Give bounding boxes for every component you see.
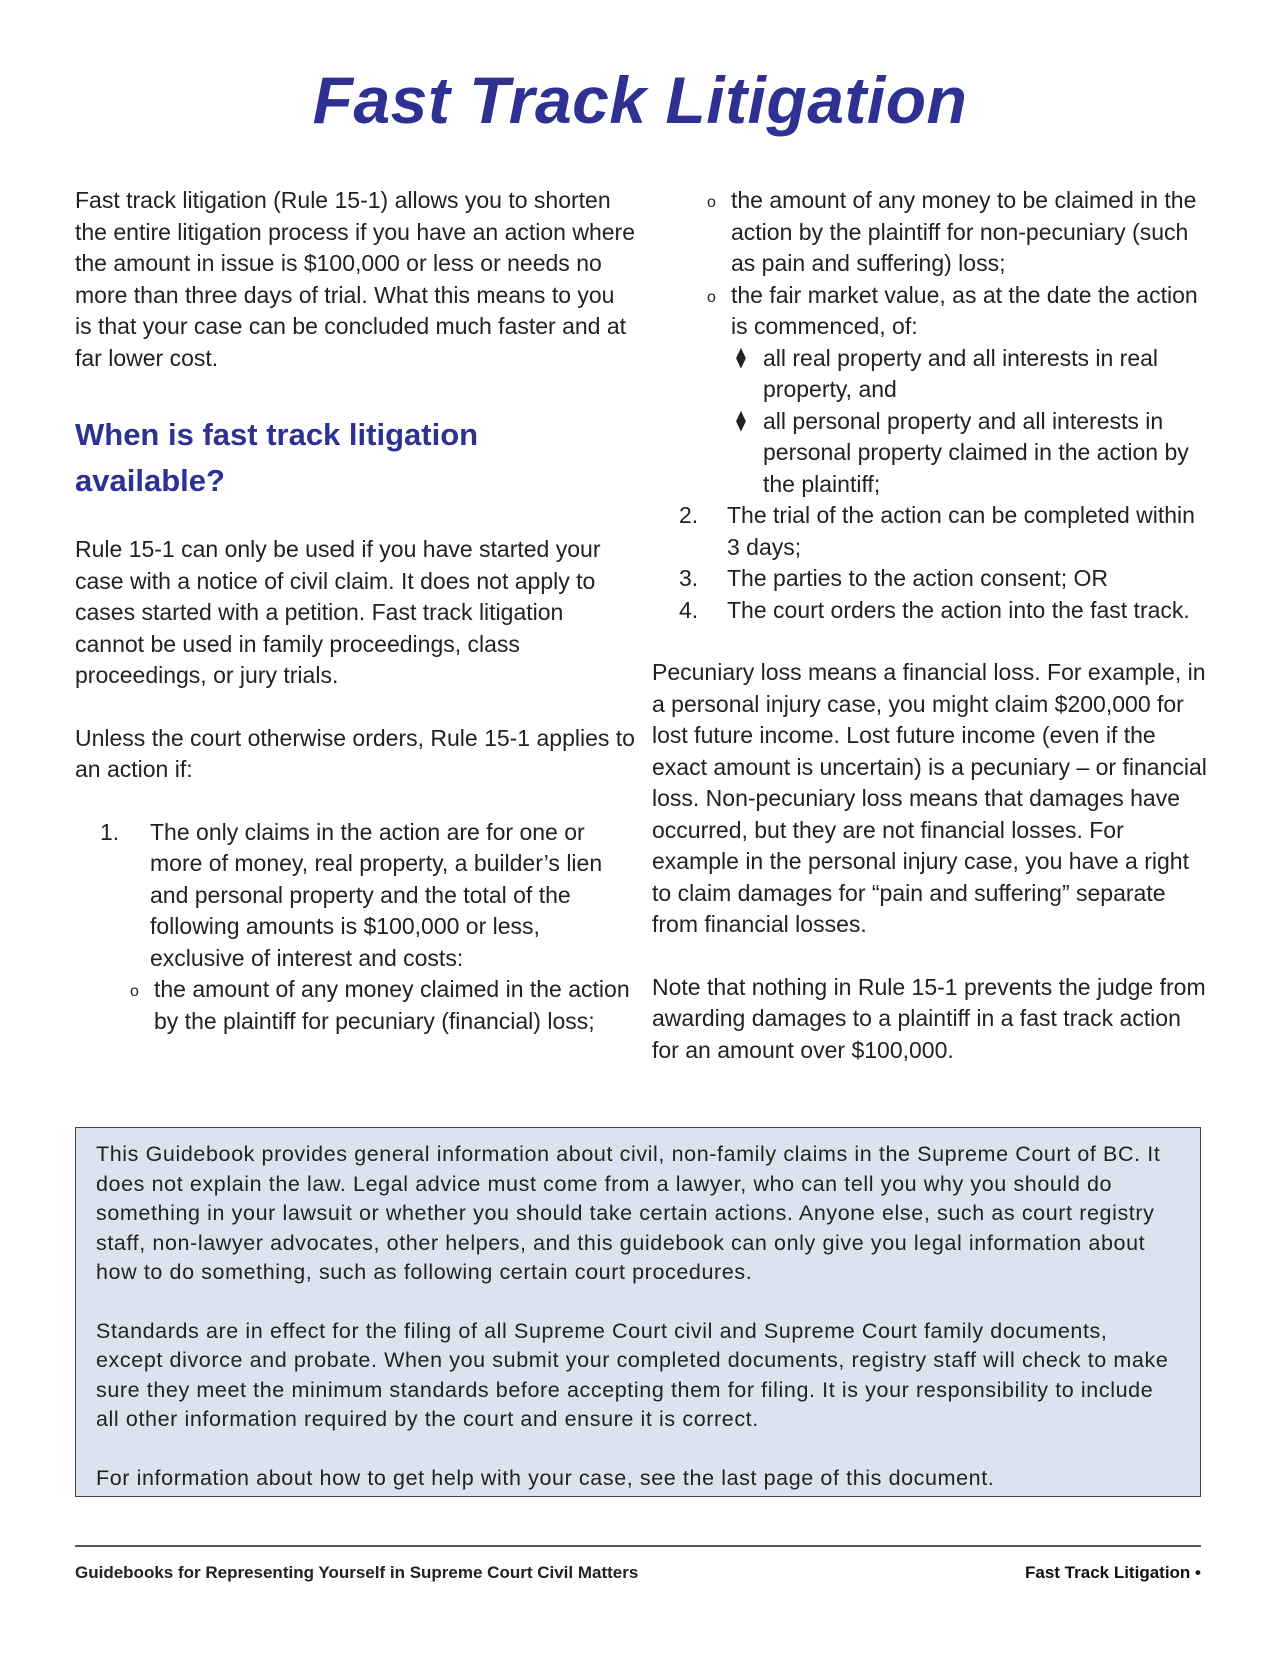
disclaimer-paragraph-1: This Guidebook provides general information about civil, non-family claims in the Supreme Court of BC. It does not explain the law. Legal advice must come from a lawyer, who can tell you why you should do something in your lawsuit or whether you should take certain actions. Anyone else, such as court registry staff, non-lawyer advocates, other helpers, and this guidebook can only give you legal information about how to do something, such as following certain court procedures. bbox=[96, 1142, 1161, 1284]
left-column bbox=[75, 185, 635, 1037]
note-paragraph: Note that nothing in Rule 15-1 prevents the judge from awarding damages to a plaintiff in a fast track action for an amount over $100,000. bbox=[652, 973, 1206, 1063]
eligibility-paragraph: Rule 15-1 can only be used if you have started your case with a notice of civil claim. It does not apply to cases started with a petition. Fast track litigation cannot be used in family proceedings, class proceedings, or jury trials. bbox=[75, 536, 601, 688]
diamond-item-real-property bbox=[652, 343, 1212, 406]
list-number: 2. bbox=[679, 502, 699, 528]
list-item-1 bbox=[75, 817, 635, 975]
page-title: Fast Track Litigation bbox=[312, 63, 968, 137]
list-number: 1. bbox=[100, 818, 120, 845]
list-item-text: The parties to the action consent; OR bbox=[727, 565, 1108, 591]
footer-section-title: Fast Track Litigation • bbox=[1025, 1563, 1201, 1582]
right-column bbox=[652, 185, 1212, 1066]
pecuniary-loss-paragraph: Pecuniary loss means a financial loss. For example, in a personal injury case, you might claim $200,000 for lost future income. Lost future income (even if the exact amount is uncertain) is a pecuniary – or financial loss. Non-pecuniary loss means that damages have occurred, but they are not financial losses. For example in the personal injury case, you have a right to claim damages for “pain and suffering” separate from financial losses. bbox=[652, 659, 1207, 937]
list-item-text: The court orders the action into the fast track. bbox=[727, 596, 1190, 623]
circle-bullet-icon: o bbox=[130, 983, 139, 1000]
circle-bullet-icon: o bbox=[707, 194, 716, 211]
applies-paragraph: Unless the court otherwise orders, Rule 15-1 applies to an action if: bbox=[75, 724, 635, 782]
list-item-text: The trial of the action can be completed within 3 days; bbox=[727, 502, 1195, 560]
intro-paragraph: Fast track litigation (Rule 15-1) allows you to shorten the entire litigation process if you have an action where the amount in issue is $100,000 or less or needs no more than three days of trial. What this means to you is that your case can be concluded much faster and at far lower cost. bbox=[75, 187, 635, 371]
diamond-item-text: all personal property and all interests in personal property claimed in the action by the plaintiff; bbox=[763, 407, 1189, 497]
disclaimer-box bbox=[75, 1127, 1201, 1497]
list-number: 3. bbox=[679, 565, 699, 591]
diamond-item-personal-property bbox=[652, 406, 1212, 501]
list-item-3 bbox=[652, 563, 1212, 595]
diamond-bullet-icon: ⧫ bbox=[736, 409, 746, 432]
circle-bullet-icon: o bbox=[707, 288, 716, 306]
disclaimer-paragraph-2: Standards are in effect for the filing of all Supreme Court civil and Supreme Court family documents, except divorce and probate. When you submit your completed documents, registry staff will check to make sure they meet the minimum standards before accepting them for filing. It is your responsibility to include all other information required by the court and ensure it is correct. bbox=[96, 1318, 1169, 1431]
sub-item-text: the amount of any money claimed in the action by the plaintiff for pecuniary (financial) loss; bbox=[154, 976, 630, 1034]
list-item-2 bbox=[652, 500, 1212, 563]
footer-divider bbox=[75, 1545, 1201, 1547]
section-heading: When is fast track litigation available? bbox=[75, 417, 479, 498]
diamond-item-text: all real property and all interests in real property, and bbox=[763, 344, 1159, 402]
list-item-4 bbox=[652, 595, 1212, 627]
list-item-text: The only claims in the action are for one or more of money, real property, a builder’s lien and personal property and the total of the following amounts is $100,000 or less, exclusive of interest and costs: bbox=[150, 818, 603, 971]
sub-item-text: the fair market value, as at the date the action is commenced, of: bbox=[731, 281, 1198, 339]
footer-guidebook-title: Guidebooks for Representing Yourself in Supreme Court Civil Matters bbox=[75, 1563, 639, 1582]
sub-item-market-value bbox=[652, 280, 1212, 343]
sub-item-pecuniary bbox=[75, 974, 635, 1037]
list-number: 4. bbox=[679, 596, 699, 623]
sub-item-non-pecuniary bbox=[652, 185, 1212, 280]
disclaimer-paragraph-3: For information about how to get help with your case, see the last page of this document. bbox=[96, 1465, 995, 1490]
sub-item-text: the amount of any money to be claimed in the action by the plaintiff for non-pecuniary (such as pain and suffering) loss; bbox=[731, 187, 1197, 276]
diamond-bullet-icon: ⧫ bbox=[736, 346, 746, 369]
